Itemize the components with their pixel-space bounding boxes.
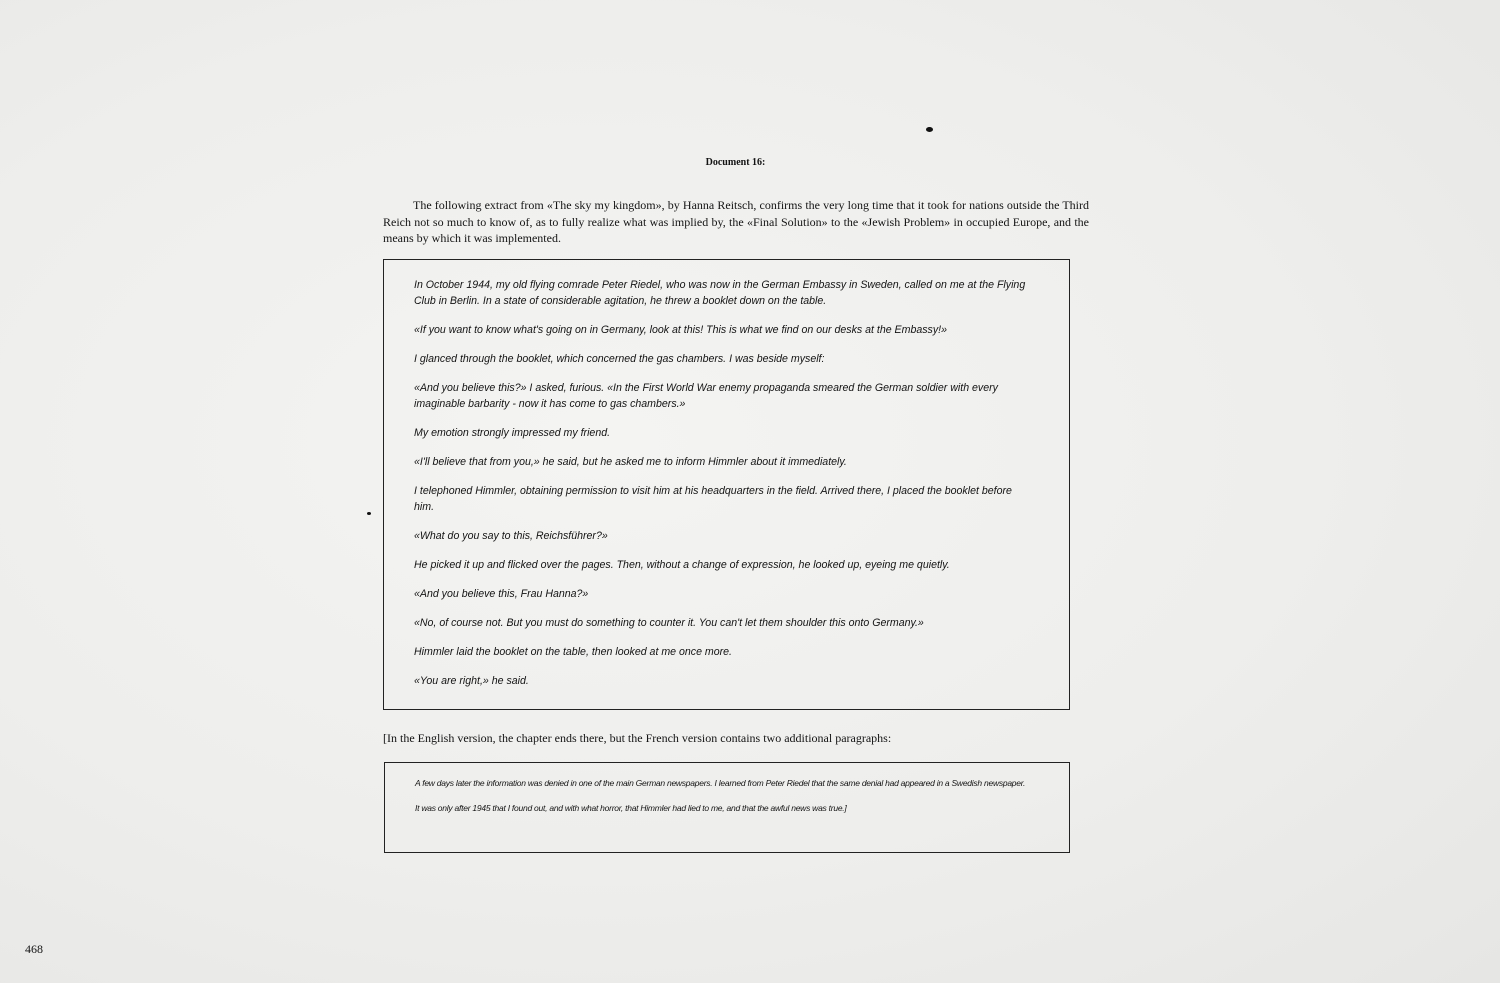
editor-note: [In the English version, the chapter ends there, but the French version contains two additional paragraphs: <box>383 731 892 745</box>
quote-paragraph: «I'll believe that from you,» he said, but he asked me to inform Himmler about it immediately. <box>414 456 847 468</box>
scan-speck <box>367 512 371 515</box>
quote-paragraph: «If you want to know what's going on in Germany, look at this! This is what we find on our desks at the Embassy!» <box>414 324 947 336</box>
quote-paragraph: I glanced through the booklet, which concerned the gas chambers. I was beside myself: <box>414 353 825 365</box>
quote-paragraph: «What do you say to this, Reichsführer?» <box>414 530 608 542</box>
quote-paragraph: I telephoned Himmler, obtaining permission to visit him at his headquarters in the field. Arrived there, I placed the booklet before him. <box>414 485 1012 513</box>
additional-paragraph: It was only after 1945 that I found out, and with what horror, that Himmler had lied to me, and that the awful news was true.] <box>415 803 847 813</box>
quote-paragraph: He picked it up and flicked over the pages. Then, without a change of expression, he looked up, eyeing me quietly. <box>414 559 950 571</box>
quote-paragraph: My emotion strongly impressed my friend. <box>414 427 611 439</box>
quote-paragraph: «You are right,» he said. <box>414 675 529 687</box>
page-number: 468 <box>25 942 43 956</box>
additional-quote-box <box>384 762 1070 853</box>
quote-box <box>383 259 1070 710</box>
additional-paragraph: A few days later the information was denied in one of the main German newspapers. I learned from Peter Riedel that the same denial had appeared in a Swedish newspaper. <box>415 778 1026 788</box>
quote-paragraph: In October 1944, my old flying comrade Peter Riedel, who was now in the German Embassy in Sweden, called on me at the Flying Club in Berlin. In a state of considerable agitation, he threw a booklet down on the table. <box>414 279 1026 307</box>
quote-paragraph: «And you believe this, Frau Hanna?» <box>414 588 589 600</box>
quote-paragraph: Himmler laid the booklet on the table, then looked at me once more. <box>414 646 732 658</box>
document-title: Document 16: <box>705 157 766 168</box>
intro-paragraph: The following extract from «The sky my kingdom», by Hanna Reitsch, confirms the very long time that it took for nations outside the Third Reich not so much to know of, as to fully realize what was implied by, the «Final Solution» to the «Jewish Problem» in occupied Europe, and the means by which it was implemented. <box>383 198 1089 245</box>
quote-paragraph: «And you believe this?» I asked, furious. «In the First World War enemy propaganda smeared the German soldier with every imaginable barbarity - now it has come to gas chambers.» <box>414 382 998 410</box>
quote-paragraph: «No, of course not. But you must do something to counter it. You can't let them shoulder this onto Germany.» <box>414 617 924 629</box>
scan-speck <box>926 127 933 132</box>
